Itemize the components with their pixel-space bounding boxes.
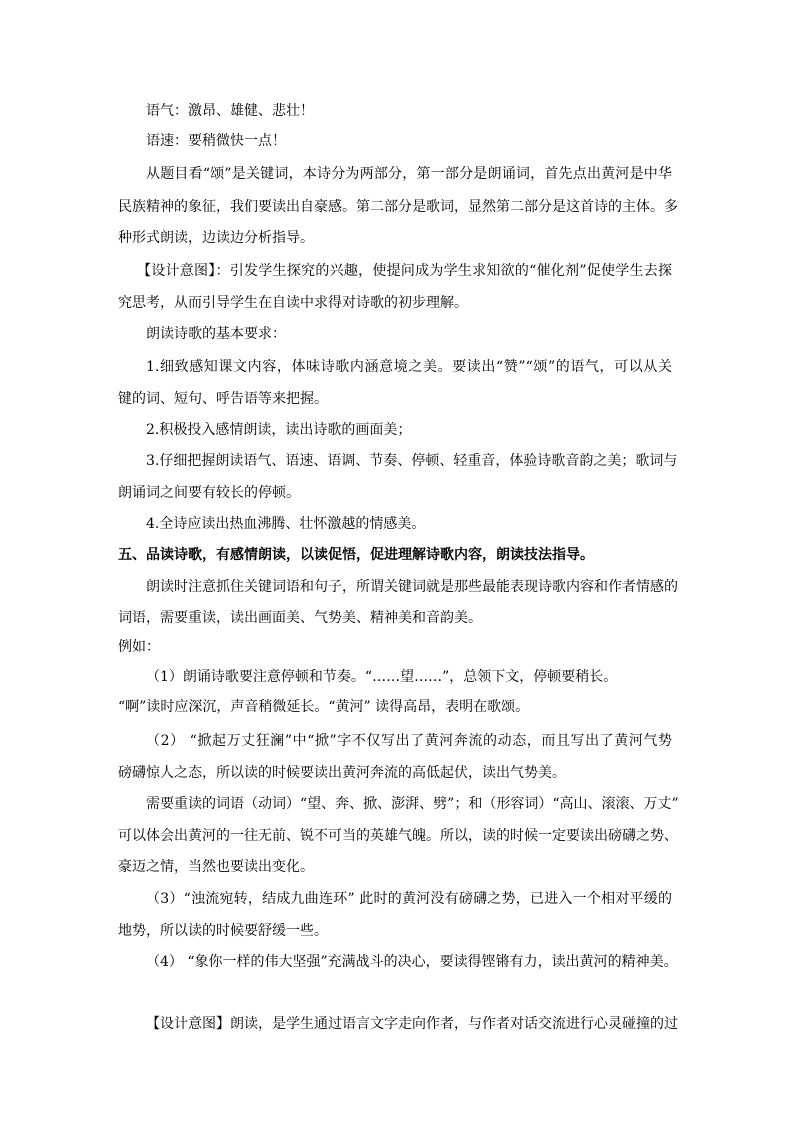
paragraph-line: 朗读时注意抓住关键词语和句子，所谓关键词就是那些最能表现诗歌内容和作者情感的 [146, 579, 678, 595]
design-intent-line: 究思考，从而引导学生在自读中求得对诗歌的初步理解。 [118, 295, 468, 311]
speed-line: 语速：要稍微快一点！ [146, 133, 286, 149]
paragraph-line: 种形式朗读，边读边分析指导。 [118, 230, 314, 246]
paragraph-line: 词语，需要重读，读出画面美、气势美、精神美和音韵美。 [118, 610, 482, 626]
paragraph-line: 需要重读的词语（动词）“望、奔、掀、澎湃、劈”；和（形容词）“高山、滚滚、万丈” [146, 796, 679, 812]
requirement-item: 3.仔细把握朗读语气、语速、语调、节奏、停顿、轻重音，体验诗歌音韵之美；歌词与 [146, 453, 678, 469]
requirement-item: 4.全诗应读出热血沸腾、壮怀激越的情感美。 [146, 516, 426, 532]
paragraph-line: 可以体会出黄河的一往无前、锐不可当的英雄气魄。所以，读的时候一定要读出磅礴之势、 [118, 828, 678, 844]
design-intent-line: 【设计意图】：引发学生探究的兴趣，使提问成为学生求知欲的“催化剂”促使学生去探 [137, 263, 672, 279]
requirement-item: 2.积极投入感情朗读，读出诗歌的画面美； [146, 422, 412, 438]
requirement-item: 1.细致感知课文内容，体味诗歌内涵意境之美。要读出“赞”“颂”的语气，可以从关 [146, 359, 672, 375]
requirements-heading: 朗读诗歌的基本要求： [146, 326, 286, 342]
example-item: （1）朗诵诗歌要注意停顿和节奏。“……望……”，总领下文，停顿要稍长。 [146, 669, 618, 685]
example-item: （3）“浊流宛转，结成九曲连环” 此时的黄河没有磅礴之势，已进入一个相对平缓的 [146, 891, 672, 907]
example-item: 地势，所以读的时候要舒缓一些。 [118, 923, 328, 939]
example-item: 磅礴惊人之态，所以读的时候要读出黄河奔流的高低起伏，读出气势美。 [118, 765, 566, 781]
example-item: “啊”读时应深沉，声音稍微延长。“黄河” 读得高昂，表明在歌颂。 [118, 699, 530, 715]
example-label: 例如： [118, 639, 160, 655]
section-heading: 五、品读诗歌，有感情朗读，以读促悟，促进理解诗歌内容，朗读技法指导。 [118, 547, 594, 563]
requirement-item: 朗诵词之间要有较长的停顿。 [118, 485, 300, 501]
paragraph-line: 豪迈之情，当然也要读出变化。 [118, 859, 314, 875]
example-item: （2） “掀起万丈狂澜”中“掀”字不仅写出了黄河奔流的动态，而且写出了黄河气势 [146, 733, 672, 749]
example-item: （4） “象你一样的伟大坚强”充满战斗的决心，要读得铿锵有力，读出黄河的精神美。 [146, 954, 678, 970]
tone-line: 语气：激昂、雄健、悲壮！ [146, 103, 314, 119]
paragraph-line: 民族精神的象征，我们要读出自豪感。第二部分是歌词，显然第二部分是这首诗的主体。多 [118, 199, 678, 215]
paragraph-line: 从题目看“颂”是关键词，本诗分为两部分，第一部分是朗诵词，首先点出黄河是中华 [146, 166, 672, 182]
design-intent-line: 【设计意图】朗读，是学生通过语言文字走向作者，与作者对话交流进行心灵碰撞的过 [146, 1016, 678, 1032]
requirement-item: 键的词、短句、呼告语等来把握。 [118, 391, 328, 407]
